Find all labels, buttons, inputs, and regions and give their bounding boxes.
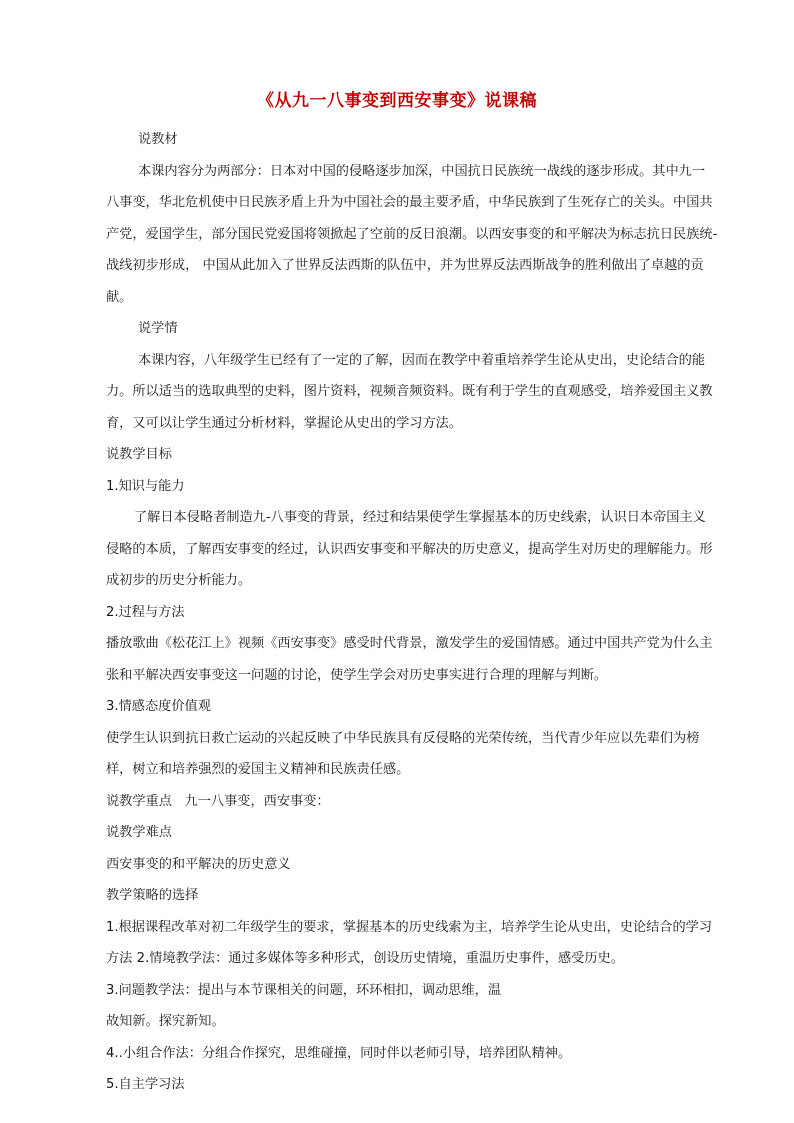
paragraph-jiaocai: 本课内容分为两部分：日本对中国的侵略逐步加深，中国抗日民族统一战线的逐步形成。其中九一八事变，华北危机使中日民族矛盾上升为中国社会的最主要矛盾，中华民族到了生死存亡的关头。中国共产党，爱国学生，部分国民党爱国将领掀起了空前的反日浪潮。以西安事变的和平解决为标志抗日民族统-战线初步形成， 中国从此加入了世界反法西斯的队伍中，并为世界反法西斯战争的胜利做出了卓越的贡献。 bbox=[106, 163, 718, 305]
paragraph-knowledge-ability: 了解日本侵略者制造九-八事变的背景，经过和结果使学生掌握基本的历史线索，认识日本帝国主义侵略的本质，了解西安事变的经过，认识西安事变和平解决的历史意义，提高学生对历史的理解能力。形成初步的历史分析能力。 bbox=[106, 510, 713, 588]
paragraph-process-method: 播放歌曲《松花江上》视频《西安事变》感受时代背景，激发学生的爱国情感。通过中国共产党为什么主张和平解决西安事变这一问题的讨论，使学生学会对历史事实进行合理的理解与判断。 bbox=[106, 636, 713, 683]
heading-emotion-values: 3.情感态度价值观 bbox=[106, 699, 211, 714]
paragraph-difficulties: 西安事变的和平解决的历史意义 bbox=[106, 856, 291, 872]
paragraph-strategy-3-cont: 故知新。探究新知。 bbox=[106, 1014, 225, 1029]
heading-difficulties: 说教学难点 bbox=[106, 825, 172, 840]
paragraph-emotion-values: 使学生认识到抗日救亡运动的兴起反映了中华民族具有反侵略的光荣传统，当代青少年应以先辈们为榜样，树立和培养强烈的爱国主义精神和民族责任感。 bbox=[106, 730, 700, 777]
heading-strategy: 教学策略的选择 bbox=[106, 888, 199, 903]
heading-teaching-goals: 说教学目标 bbox=[106, 447, 172, 462]
heading-xueqing: 说学情 bbox=[138, 321, 178, 336]
heading-process-method: 2.过程与方法 bbox=[106, 604, 185, 620]
paragraph-strategy-1-2: 1.根据课程改革对初二年级学生的要求，掌握基本的历史线索为主，培养学生论从史出，史论结合的学习方法 2.情境教学法：通过多媒体等多种形式，创设历史情境，重温历史事件，感受历史。 bbox=[106, 919, 713, 966]
document-body bbox=[106, 124, 718, 1101]
heading-key-points: 说教学重点 九一八事变，西安事变： bbox=[106, 793, 330, 809]
paragraph-strategy-3: 3.问题教学法：提出与本节课相关的问题，环环相扣，调动思维，温 bbox=[106, 982, 502, 998]
paragraph-xueqing: 本课内容，八年级学生已经有了一定的了解，因而在教学中着重培养学生论从史出，史论结合的能力。所以适当的选取典型的史料，图片资料，视频音频资料。既有利于学生的直观感受，培养爱国主义教育，又可以让学生通过分析材料，掌握论从史出的学习方法。 bbox=[106, 352, 713, 431]
page-title: 《从九一八事变到西安事变》说课稿 bbox=[257, 91, 537, 111]
paragraph-strategy-5: 5.自主学习法 bbox=[106, 1077, 185, 1092]
heading-knowledge-ability: 1.知识与能力 bbox=[106, 478, 185, 494]
paragraph-strategy-4: 4..小组合作法：分组合作探究，思维碰撞，同时伴以老师引导，培养团队精神。 bbox=[106, 1045, 572, 1061]
heading-jiaocai: 说教材 bbox=[138, 132, 178, 147]
